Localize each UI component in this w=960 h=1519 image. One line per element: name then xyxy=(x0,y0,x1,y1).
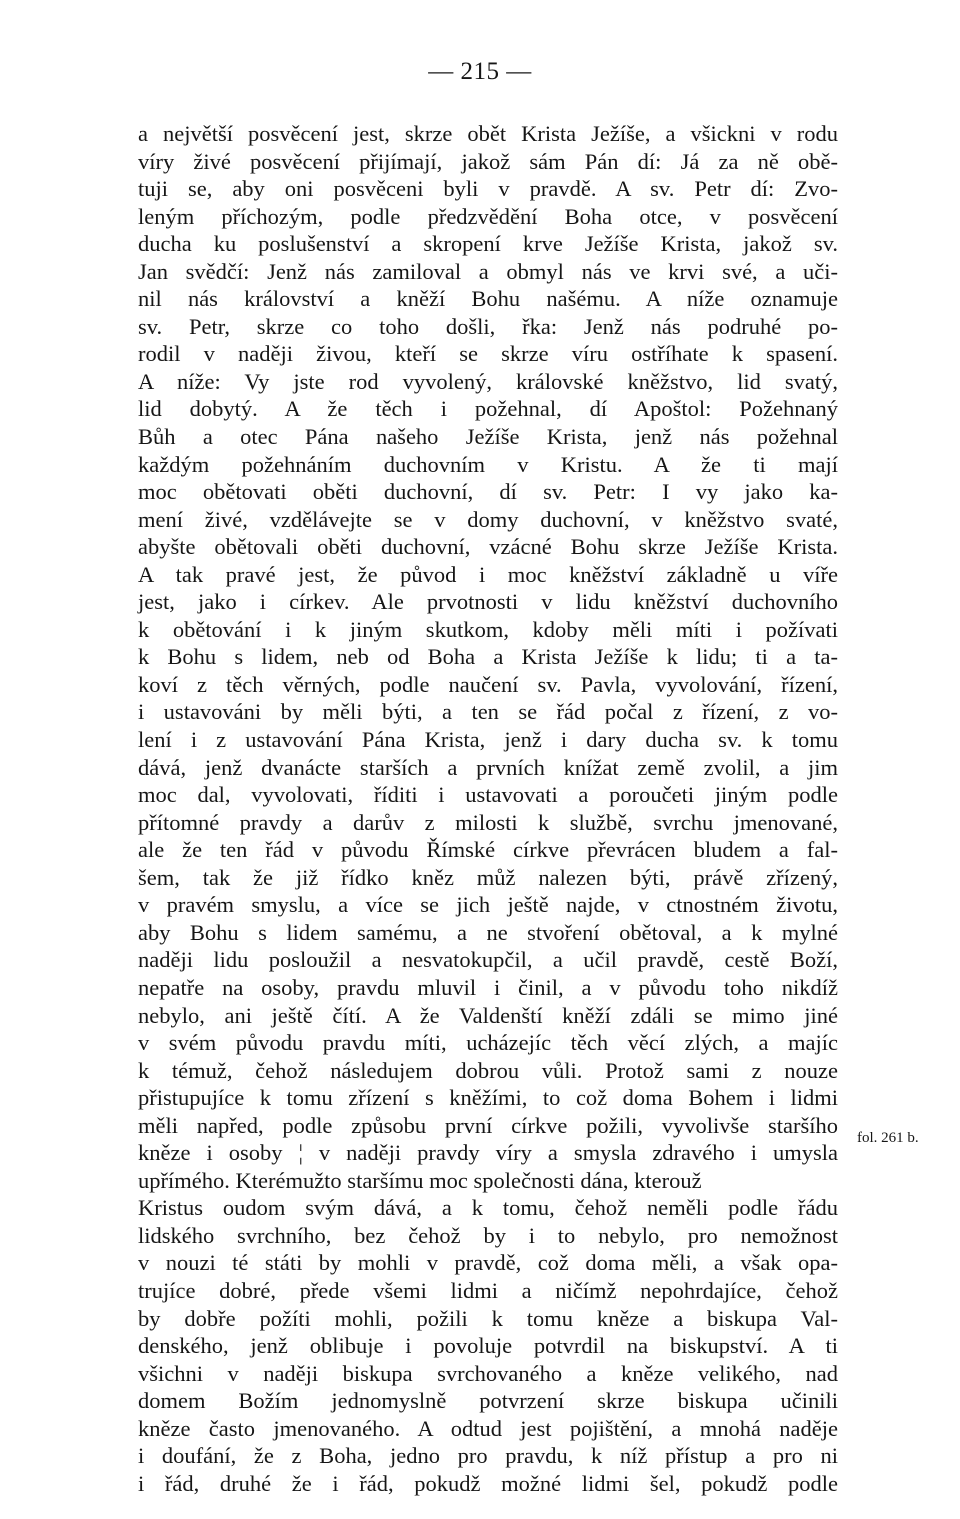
text-line: a největší posvěcení jest, skrze obět Krista Ježíše, a všickni v rodu xyxy=(138,121,838,146)
text-line: v svém původu pravdu míti, ucházejíc těch věcí zlých, a majíc xyxy=(138,1030,838,1056)
text-line: dává, jenž dvanácte starších a prvních knížat země zvolil, a jim xyxy=(138,754,838,780)
text-line: kněze i osoby ¦ v naději pravdy víry a smysla zdravého i umysla xyxy=(138,1140,838,1166)
text-line: nil nás království a kněží Bohu našému. A níže oznamuje xyxy=(138,286,838,312)
text-line: naději lidu posloužil a nesvatokupčil, a učil pravdě, cestě Boží, xyxy=(138,947,838,973)
text-line: k Bohu s lidem, neb od Boha a Krista Ježíše k lidu; ti a ta- xyxy=(138,644,838,670)
text-line: v pravém smyslu, a více se jich ještě najde, v ctnostném životu, xyxy=(138,892,838,918)
text-line: mení živé, vzdělávejte se v domy duchovní, v kněžstvo svaté, xyxy=(138,506,838,532)
text-line: abyšte obětovali oběti duchovní, vzácné Bohu skrze Ježíše Krista. xyxy=(138,534,838,560)
text-line: nepatře na osoby, pravdu mluvil i činil, a v původu toho nikdíž xyxy=(138,974,838,1000)
text-line: domem Božím jednomyslně potvrzení skrze biskupa učinili xyxy=(138,1388,838,1414)
text-line: denského, jenž oblibuje i povoluje potvrdil na biskupství. A ti xyxy=(138,1333,838,1359)
text-line: by dobře požíti mohli, požili k tomu kněze a biskupa Val- xyxy=(138,1305,838,1331)
text-line: Bůh a otec Pána našeho Ježíše Krista, jenž nás požehnal xyxy=(138,424,838,450)
text-line: víry živé posvěcení přijímají, jakož sám Pán dí: Já za ně obě- xyxy=(138,148,838,174)
text-line: měli napřed, podle způsobu první církve požili, vyvolivše staršího xyxy=(138,1112,838,1138)
text-line: moc dal, vyvolovati, říditi i ustavovati a poroučeti jiným podle xyxy=(138,782,838,808)
text-line: moc obětovati oběti duchovní, dí sv. Petr: I vy jako ka- xyxy=(138,479,838,505)
text-line: ducha ku poslušenství a skropení krve Ježíše Krista, jakož sv. xyxy=(138,231,838,257)
text-line: aby Bohu s lidem samému, a ne stvoření obětoval, a k mylné xyxy=(138,919,838,945)
text-line: každým požehnáním duchovním v Kristu. A že ti mají xyxy=(138,451,838,477)
text-line: i řád, druhé že i řád, pokudž možné lidmi šel, pokudž podle xyxy=(138,1470,838,1496)
text-line: nebylo, ani ještě čítí. A že Valdenští kněží zdáli se mimo jiné xyxy=(138,1002,838,1028)
text-line: lid dobytý. A že těch i požehnal, dí Apoštol: Požehnaný xyxy=(138,396,838,422)
text-line: ale že ten řád v původu Římské církve převrácen bludem a fal- xyxy=(138,837,838,863)
body-text xyxy=(138,120,838,1497)
text-line: lení i z ustavování Pána Krista, jenž i dary ducha sv. k tomu xyxy=(138,727,838,753)
text-line: přistupujíce k tomu zřízení s kněžími, to což doma Bohem i lidmi xyxy=(138,1085,838,1111)
text-line: k obětování i k jiným skutkom, kdoby měli míti i požívati xyxy=(138,616,838,642)
text-line: A tak pravé jest, že původ i moc kněžství základně u víře xyxy=(138,561,838,587)
text-line: k témuž, čehož následujem dobrou vůli. Protož sami z nouze xyxy=(138,1057,838,1083)
text-line: Jan svědčí: Jenž nás zamiloval a obmyl nás ve krvi své, a uči- xyxy=(138,258,838,284)
text-line: jest, jako i církev. Ale prvotnosti v lidu kněžství duchovního xyxy=(138,589,838,615)
text-line: přítomné pravdy a darův z milosti k službě, svrchu jmenované, xyxy=(138,809,838,835)
text-line: sv. Petr, skrze co toho došli, řka: Jenž nás podruhé po- xyxy=(138,313,838,339)
text-line: i doufání, že z Boha, jedno pro pravdu, k níž přístup a pro ni xyxy=(138,1443,838,1469)
text-line: šem, tak že již řídko kněz můž nalezen býti, právě zřízený, xyxy=(138,864,838,890)
text-line: upřímého. Kterémužto staršímu moc společnosti dána, kterouž xyxy=(138,1167,702,1193)
folio-margin-note: fol. 261 b. xyxy=(857,1130,919,1146)
text-line: A níže: Vy jste rod vyvolený, královské kněžstvo, lid svatý, xyxy=(138,368,838,394)
text-line: tuji se, aby oni posvěceni byli v pravdě. A sv. Petr dí: Zvo- xyxy=(138,176,838,202)
text-line: koví z těch věrných, podle naučení sv. Pavla, vyvolování, řízení, xyxy=(138,671,838,697)
text-line: v nouzi té státi by mohli v pravdě, což doma měli, a však opa- xyxy=(138,1250,838,1276)
text-line: leným příchozým, podle předzvědění Boha otce, v posvěcení xyxy=(138,203,838,229)
text-line: trujíce dobré, přede všemi lidmi a ničímž nepohrdajíce, čehož xyxy=(138,1277,838,1303)
text-line: kněze často jmenovaného. A odtud jest pojištění, a mnohá naděje xyxy=(138,1415,838,1441)
page-number: — 215 — xyxy=(428,58,532,85)
text-line: lidského svrchního, bez čehož by i to nebylo, pro nemožnost xyxy=(138,1222,838,1248)
text-line: i ustavováni by měli býti, a ten se řád počal z řízení, z vo- xyxy=(138,699,838,725)
text-line: Kristus oudom svým dává, a k tomu, čehož neměli podle řádu xyxy=(138,1195,838,1221)
text-line: všichni v naději biskupa svrchovaného a kněze velikého, nad xyxy=(138,1360,838,1386)
text-line: rodil v naději živou, kteří se skrze víru ostříhate k spasení. xyxy=(138,341,838,367)
